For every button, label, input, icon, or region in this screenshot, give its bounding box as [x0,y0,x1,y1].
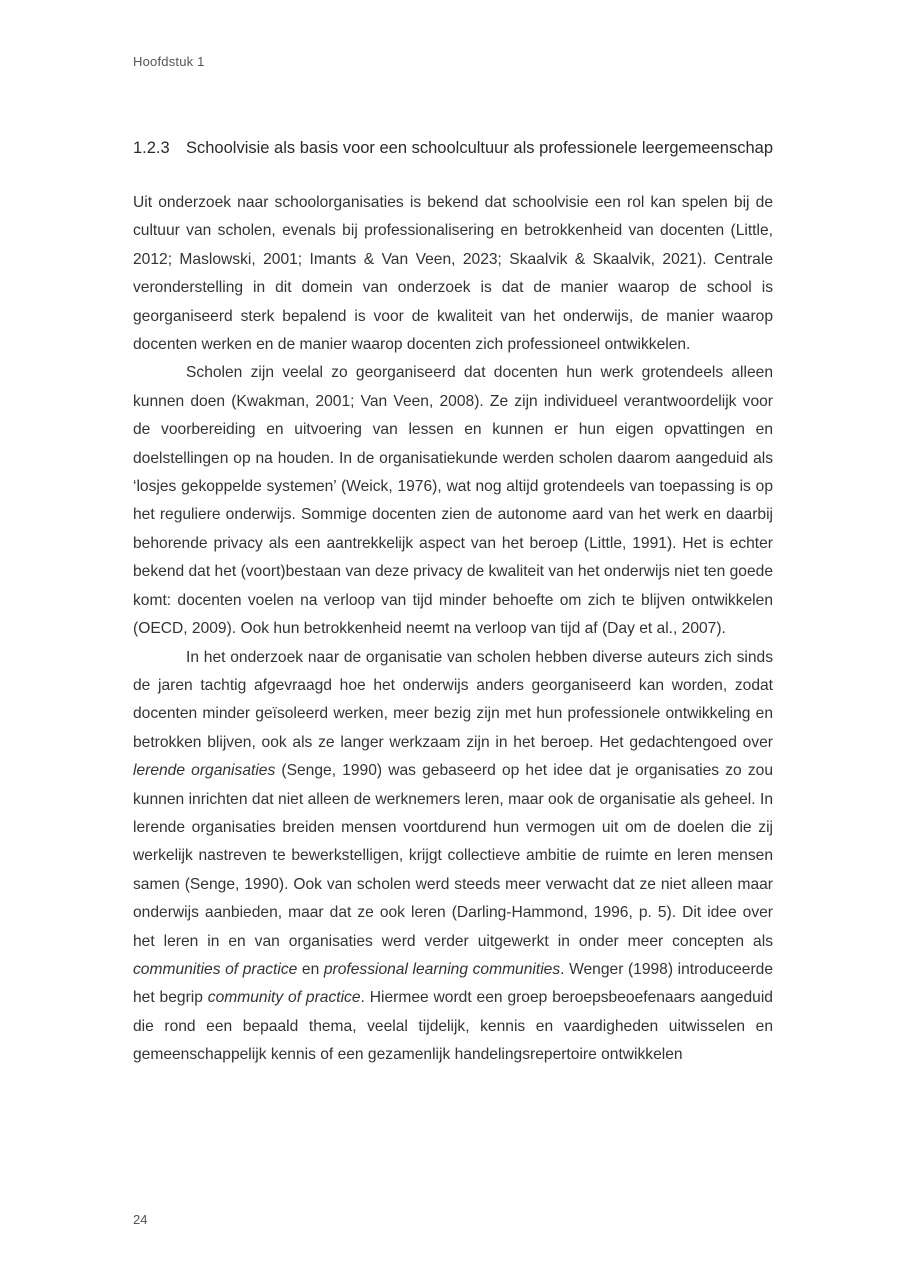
paragraph-2: Scholen zijn veelal zo georganiseerd dat docenten hun werk grotendeels alleen kunnen doen (Kwakman, 2001; Van Veen, 2008). Ze zijn individueel verantwoordelijk voor de voorbereiding en uitvoering van lessen en kunnen er hun eigen opvattingen en doelstellingen op na houden. In de organisatiekunde werden scholen daarom aangeduid als ‘losjes gekoppelde systemen’ (Weick, 1976), wat nog altijd grotendeels van toepassing is op het reguliere onderwijs. Sommige docenten zien de autonome aard van het werk en daarbij behorende privacy als een aantrekkelijk aspect van het beroep (Little, 1991). Het is echter bekend dat het (voort)bestaan van deze privacy de kwaliteit van het onderwijs niet ten goede komt: docenten voelen na verloop van tijd minder behoefte om zich te blijven ontwikkelen (OECD, 2009). Ook hun betrokkenheid neemt na verloop van tijd af (Day et al., 2007). [133,364,773,638]
paragraph-3-text-1: In het onderzoek naar de organisatie van scholen hebben diverse auteurs zich sinds de jaren tachtig afgevraagd hoe het onderwijs anders georganiseerd kan worden, zodat docenten minder geïsoleerd werken, meer bezig zijn met hun professionele ontwikkeling en betrokken blijven, ook als ze langer werkzaam zijn in het beroep. Het gedachtengoed over [133,648,773,751]
paragraph-3 [133,644,773,1070]
term-communities-of-practice: communities of practice [133,960,298,978]
term-community-of-practice: community of practice [207,989,361,1007]
paragraph-3-text-4: . Wenger (1998) introduceerde het begrip [133,960,774,1007]
paragraph-3-text-2: (Senge, 1990) was gebaseerd op het idee dat je organisaties zo zou kunnen inrichten dat niet alleen de werknemers leren, maar ook de organisatie als geheel. In lerende organisaties breiden mensen voortdurend hun vermogen uit om de doelen die zij werkelijk nastreven te bewerkstelligen, krijgt collectieve ambitie de ruimte en leren mensen samen (Senge, 1990). Ook van scholen werd steeds meer verwacht dat ze niet alleen maar onderwijs aanbieden, maar dat ze ook leren (Darling-Hammond, 1996, p. 5). Dit idee over het leren in en van organisaties werd verder uitgewerkt in onder meer concepten als [133,762,774,950]
paragraph-1: Uit onderzoek naar schoolorganisaties is bekend dat schoolvisie een rol kan spelen bij de cultuur van scholen, evenals bij professionalisering en betrokkenheid van docenten (Little, 2012; Maslowski, 2001; Imants & Van Veen, 2023; Skaalvik & Skaalvik, 2021). Centrale veronderstelling in dit domein van onderzoek is dat de manier waarop de school is georganiseerd sterk bepalend is voor de kwaliteit van het onderwijs, de manier waarop docenten werken en de manier waarop docenten zich professioneel ontwikkelen. [133,194,773,354]
section-title: Schoolvisie als basis voor een schoolcultuur als professionele leergemeenschap [186,139,773,157]
page-number: 24 [133,1212,148,1227]
paragraph-3-text-5: . Hiermee wordt een groep beroepsbeoefenaars aangeduid die rond een bepaald thema, veelal tijdelijk, kennis en vaardigheden uitwisselen en gemeenschappelijk kennis of een gezamenlijk handelingsrepertoire ontwikkelen [133,989,773,1064]
term-lerende-organisaties: lerende organisaties [133,762,276,780]
running-head: Hoofdstuk 1 [133,54,205,69]
body-text [133,189,773,1070]
section-number: 1.2.3 [133,139,170,157]
term-professional-learning-communities: professional learning communities [323,960,561,978]
paragraph-3-text-3: en [297,960,324,978]
section-heading [133,134,773,163]
